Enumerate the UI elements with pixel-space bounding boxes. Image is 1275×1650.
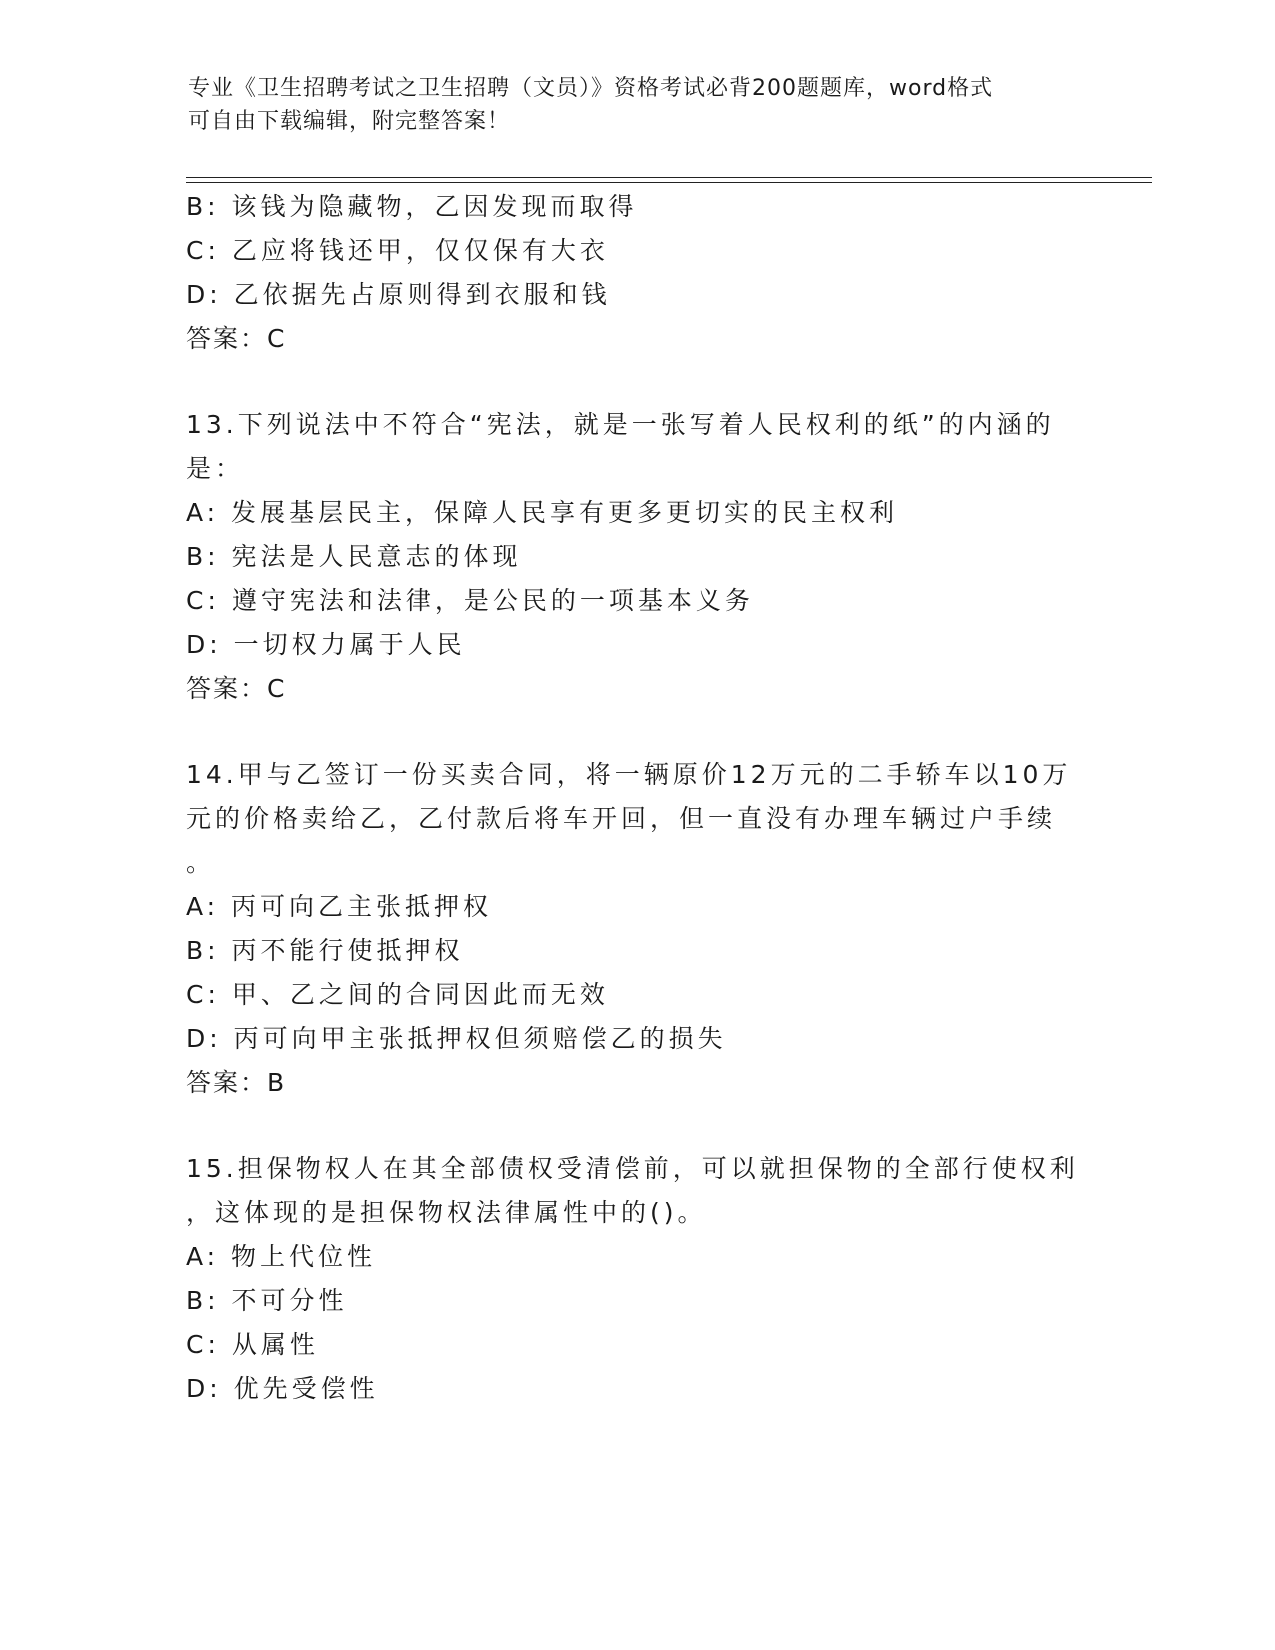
q13-stem-line-1: 13.下列说法中不符合“宪法，就是一张写着人民权利的纸”的内涵的 xyxy=(186,410,1055,439)
q13-answer: 答案：C xyxy=(186,674,287,703)
q14-option-c: C: 甲、乙之间的合同因此而无效 xyxy=(186,980,609,1009)
q14-answer: 答案：B xyxy=(186,1068,287,1097)
q13-option-a: A: 发展基层民主，保障人民享有更多更切实的民主权利 xyxy=(186,498,899,527)
q15-stem-line-2: ，这体现的是担保物权法律属性中的()。 xyxy=(186,1198,707,1227)
q14-stem-line-1: 14.甲与乙签订一份买卖合同，将一辆原价12万元的二手轿车以10万 xyxy=(186,760,1072,789)
q15-option-d: D: 优先受偿性 xyxy=(186,1374,379,1403)
q15-option-a: A: 物上代位性 xyxy=(186,1242,377,1271)
q12-answer: 答案：C xyxy=(186,324,287,353)
q15-stem-line-1: 15.担保物权人在其全部债权受清偿前，可以就担保物的全部行使权利 xyxy=(186,1154,1079,1183)
q12-option-b: B: 该钱为隐藏物，乙因发现而取得 xyxy=(186,192,638,221)
q15-option-c: C: 从属性 xyxy=(186,1330,319,1359)
q12-option-c: C: 乙应将钱还甲，仅仅保有大衣 xyxy=(186,236,609,265)
q14-stem-line-3: 。 xyxy=(186,848,216,877)
q13-option-c: C: 遵守宪法和法律，是公民的一项基本义务 xyxy=(186,586,754,615)
header-divider-bottom xyxy=(186,182,1152,183)
q14-option-b: B: 丙不能行使抵押权 xyxy=(186,936,464,965)
q13-stem-line-2: 是： xyxy=(186,454,245,483)
q12-option-d: D: 乙依据先占原则得到衣服和钱 xyxy=(186,280,611,309)
document-header xyxy=(188,72,1068,138)
header-title-line-2: 可自由下载编辑，附完整答案！ xyxy=(188,109,511,134)
header-divider-top xyxy=(186,177,1152,178)
q14-option-a: A: 丙可向乙主张抵押权 xyxy=(186,892,493,921)
q13-option-b: B: 宪法是人民意志的体现 xyxy=(186,542,522,571)
q13-option-d: D: 一切权力属于人民 xyxy=(186,630,466,659)
header-title-line-1: 专业《卫生招聘考试之卫生招聘（文员）》资格考试必背200题题库，word格式 xyxy=(188,76,994,101)
q14-option-d: D: 丙可向甲主张抵押权但须赔偿乙的损失 xyxy=(186,1024,727,1053)
q15-option-b: B: 不可分性 xyxy=(186,1286,348,1315)
q14-stem-line-2: 元的价格卖给乙，乙付款后将车开回，但一直没有办理车辆过户手续 xyxy=(186,804,1057,833)
